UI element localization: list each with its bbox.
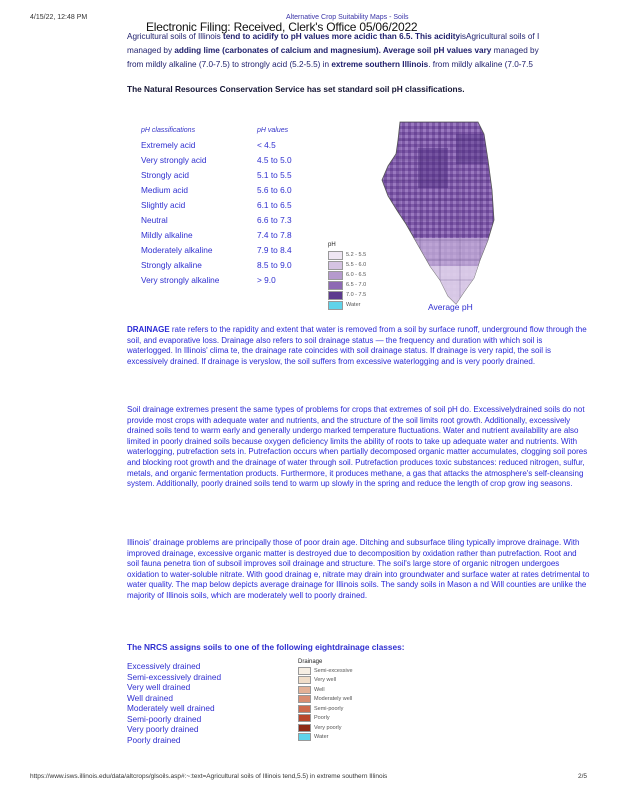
drainage-legend-label: Semi-poorly xyxy=(314,705,344,712)
ph-class-value: < 4.5 xyxy=(257,139,276,150)
ph-class-name: Strongly alkaline xyxy=(141,259,202,270)
ph-class-value: 4.5 to 5.0 xyxy=(257,154,292,165)
drainage-class-list xyxy=(127,661,221,745)
page-number: 2/5 xyxy=(578,773,588,780)
ph-legend-label: 7.0 - 7.5 xyxy=(346,292,367,298)
drainage-legend-item xyxy=(298,666,353,676)
ph-class-value: 7.9 to 8.4 xyxy=(257,244,292,255)
ph-classification-table xyxy=(141,124,341,287)
drainage-legend-label: Semi-excessive xyxy=(314,667,353,674)
drainage-legend-label: Moderately well xyxy=(314,696,353,703)
ph-table-row xyxy=(141,137,341,152)
drainage-legend-item xyxy=(298,676,353,686)
drainage-legend-swatch xyxy=(298,733,311,741)
ph-class-value: 6.6 to 7.3 xyxy=(257,214,292,225)
ph-legend-label: 6.0 - 6.5 xyxy=(346,272,367,278)
ph-table-row xyxy=(141,152,341,167)
ph-class-name: Medium acid xyxy=(141,184,189,195)
drainage-paragraph-1: DRAINAGE rate refers to the rapidity and extent that water is removed from a soil by surface runoff, underground flow through the soil, and evaporative loss. Drainage also refers to soil drainage status — the frequency and duration with which soil is waterlogged. In Illinois' clima te, the drainage rate coincides with soil drainage status. If drainage is very rapid, the soil is excessively drained. If drainage is veryslow, the soil suffers from excessive waterlogging and is very poorly drained. xyxy=(127,325,587,366)
intro-line-3: from mildly alkaline (7.0-7.5) to strongly acid (5.2-5.5) in extreme southern Illinois. from mildly alkaline (7.0-7.5 xyxy=(127,60,533,69)
ph-legend-item xyxy=(328,300,366,310)
drainage-class-item: Very poorly drained xyxy=(127,724,199,734)
ph-legend-swatch xyxy=(328,251,343,260)
drainage-legend-item xyxy=(298,733,353,743)
drainage-legend-label: Very poorly xyxy=(314,724,342,731)
ph-legend-item xyxy=(328,250,366,260)
drainage-legend-item xyxy=(298,685,353,695)
ph-legend-label: 5.5 - 6.0 xyxy=(346,262,367,268)
efiling-stamp: Electronic Filing: Received, Clerk's Office 05/06/2022 xyxy=(146,20,418,34)
ph-class-name: Very strongly acid xyxy=(141,154,207,165)
ph-table-row xyxy=(141,227,341,242)
ph-map-legend xyxy=(328,242,366,310)
ph-class-value: 5.6 to 6.0 xyxy=(257,184,292,195)
drainage-legend-title: Drainage xyxy=(298,659,323,665)
drainage-class-item: Semi-excessively drained xyxy=(127,671,222,682)
drainage-class-item: Moderately well drained xyxy=(127,703,215,713)
ph-legend-swatch xyxy=(328,271,343,280)
drainage-legend-label: Water xyxy=(314,734,329,741)
ph-legend-swatch xyxy=(328,301,343,310)
drainage-legend-label: Well xyxy=(314,686,325,693)
drainage-legend-swatch xyxy=(298,676,311,684)
drainage-class-item: Poorly drained xyxy=(127,734,181,745)
ph-class-value: 6.1 to 6.5 xyxy=(257,199,292,210)
ph-class-name: Strongly acid xyxy=(141,169,189,180)
drainage-legend-swatch xyxy=(298,695,311,703)
ph-table-row xyxy=(141,242,341,257)
drainage-legend-swatch xyxy=(298,714,311,722)
ph-class-name: Slightly acid xyxy=(141,199,186,210)
ph-table-row xyxy=(141,212,341,227)
print-page-title: Alternative Crop Suitability Maps - Soils xyxy=(286,14,409,21)
drainage-legend-swatch xyxy=(298,705,311,713)
print-date: 4/15/22, 12:48 PM xyxy=(30,14,88,21)
ph-legend-item xyxy=(328,280,366,290)
ph-legend-swatch xyxy=(328,261,343,270)
drainage-legend-label: Very well xyxy=(314,677,337,684)
drainage-legend-item xyxy=(298,714,353,724)
intro-paragraph xyxy=(127,30,589,72)
ph-class-value: > 9.0 xyxy=(257,274,276,285)
drainage-legend-swatch xyxy=(298,724,311,732)
ph-class-name: Mildly alkaline xyxy=(141,229,193,240)
drainage-legend-swatch xyxy=(298,667,311,675)
nrcs-drainage-heading: The NRCS assigns soils to one of the following eightdrainage classes: xyxy=(127,642,405,652)
drainage-legend xyxy=(298,659,353,742)
illinois-ph-map xyxy=(360,120,530,310)
ph-legend-label: Water xyxy=(346,302,361,308)
intro-line-1: Agricultural soils of Illinois tend to acidify to pH values more acidic than 6.5. This acidityisAgricultural soils of I xyxy=(127,32,540,41)
drainage-legend-item xyxy=(298,723,353,733)
ph-legend-label: 5.2 - 5.5 xyxy=(346,252,367,258)
ph-class-name: Very strongly alkaline xyxy=(141,274,220,285)
ph-table-row xyxy=(141,257,341,272)
ph-class-name: Extremely acid xyxy=(141,139,196,150)
ph-table-row xyxy=(141,167,341,182)
drainage-legend-label: Poorly xyxy=(314,715,330,722)
drainage-paragraph-3: Illinois' drainage problems are principally those of poor drain age. Ditching and subsurface tiling typically improve drainage. With improved drainage, excessive organic matter is destroyed due to decomposition by oxidation rather than putrefaction. Root and soil fauna penetra tion of subsoil improves soil drainage and structure. The soil's large store of organic nitrogen undergoes oxidation to water-soluble nitrate. With good drainag e, nitrate may drain into groundwater and surface water at rates detrimental to water quality. The map below depicts average drainage for Illinois soils. The sandy soils in Mason a nd Will counties are unlike the majority of Illinois soils, which are moderately well to poorly drained. xyxy=(127,538,590,600)
drainage-class-item: Very well drained xyxy=(127,682,191,692)
print-url: https://www.isws.illinois.edu/data/altcrops/glsoils.asp#:~:text=Agricultural soils of Illinois tend,5.5) in extreme southern Illinois xyxy=(30,773,388,780)
ph-class-value: 7.4 to 7.8 xyxy=(257,229,292,240)
drainage-paragraph-2: Soil drainage extremes present the same types of problems for crops that extremes of soil pH do. Excessivelydrained soils do not provide most crops with adequate water and nutrients, and the structure of the soil limits root growth. Additionally, excessively drained soils tend to warm early and generally undergo marked temperature fluctuations. Water and nutrient availability are also limited in poorly drained soils because oxygen deficiency limits the ability of roots to take up adequate water and nutrients. With waterlogging, putrefaction sets in. Putrefaction occurs when partially decomposed organic matter accumulates, clogging soil pores and blocking root growth and the drainage of water through soil. Putrefaction produces toxic substances: reduced nitrogen, sulfur, metals, and organic fermentation products. Furthermore, it produces methane, a gas that attacks the atmosphere's self-cleansing system. Additionally, poorly drained soils tend to warm up slowly in the spring and reduce the length of crop grow ing seasons. xyxy=(127,405,588,489)
drainage-class-item: Well drained xyxy=(127,692,173,703)
ph-class-value: 5.1 to 5.5 xyxy=(257,169,292,180)
drainage-class-item: Semi-poorly drained xyxy=(127,713,202,724)
ph-map-caption: Average pH xyxy=(428,302,473,312)
ph-class-name: Neutral xyxy=(141,214,168,225)
intro-line-2: managed by adding lime (carbonates of calcium and magnesium). Average soil pH values vary managed by xyxy=(127,46,539,55)
ph-class-value: 8.5 to 9.0 xyxy=(257,259,292,270)
ph-legend-swatch xyxy=(328,291,343,300)
ph-table-row xyxy=(141,197,341,212)
ph-table-row xyxy=(141,272,341,287)
ph-legend-label: 6.5 - 7.0 xyxy=(346,282,367,288)
drainage-legend-swatch xyxy=(298,686,311,694)
ph-legend-title: pH xyxy=(328,242,336,248)
ph-legend-item xyxy=(328,270,366,280)
drainage-class-item: Excessively drained xyxy=(127,661,201,671)
ph-table-row xyxy=(141,182,341,197)
drainage-legend-item xyxy=(298,704,353,714)
ph-legend-item xyxy=(328,260,366,270)
drainage-legend-item xyxy=(298,695,353,705)
ph-class-name: Moderately alkaline xyxy=(141,244,213,255)
ph-table-header: pH classifications pH values xyxy=(141,127,289,134)
nrcs-ph-heading: The Natural Resources Conservation Service has set standard soil pH classifications. xyxy=(127,84,465,94)
ph-legend-swatch xyxy=(328,281,343,290)
ph-legend-item xyxy=(328,290,366,300)
